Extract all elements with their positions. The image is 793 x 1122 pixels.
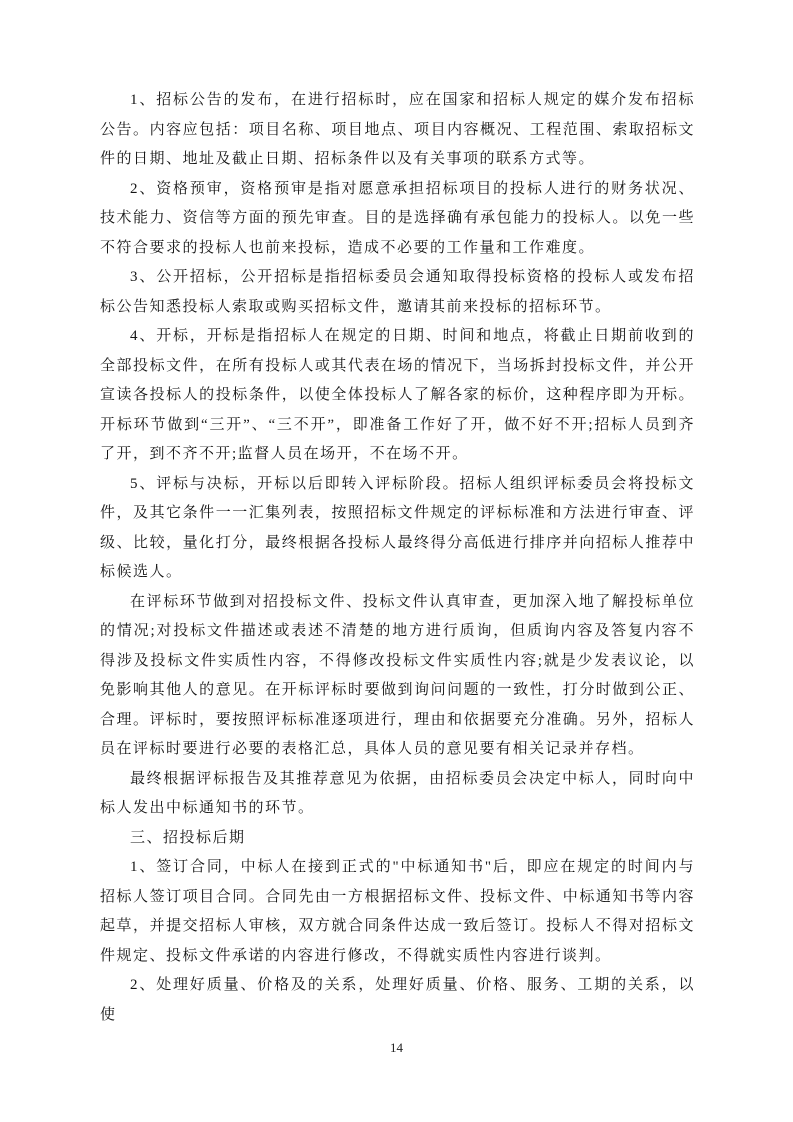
paragraph: 最终根据评标报告及其推荐意见为依据，由招标委员会决定中标人，同时向中标人发出中标通知书的环节。	[100, 770, 695, 816]
paragraph: 三、招投标后期	[130, 829, 246, 846]
paragraph: 2、资格预审，资格预审是指对愿意承担招标项目的投标人进行的财务状况、技术能力、资信等方面的预先审查。目的是选择确有承包能力的投标人。以免一些不符合要求的投标人也前来投标，造成不必要的工作量和工作难度。	[100, 180, 695, 256]
paragraph: 在评标环节做到对招投标文件、投标文件认真审查，更加深入地了解投标单位的情况;对投标文件描述或表述不清楚的地方进行质询，但质询内容及答复内容不得涉及投标文件实质性内容，不得修改投标文件实质性内容;就是少发表议论，以免影响其他人的意见。在开标评标时要做到询问问题的一致性，打分时做到公正、合理。评标时，要按照评标标准逐项进行，理由和依据要充分准确。另外，招标人员在评标时要进行必要的表格汇总，具体人员的意见要有相关记录并存档。	[100, 593, 695, 757]
paragraph: 1、招标公告的发布，在进行招标时，应在国家和招标人规定的媒介发布招标公告。内容应包括：项目名称、项目地点、项目内容概况、工程范围、索取招标文件的日期、地址及截止日期、招标条件以及有关事项的联系方式等。	[100, 92, 695, 167]
paragraph: 1、签订合同，中标人在接到正式的"中标通知书"后，即应在规定的时间内与招标人签订项目合同。合同先由一方根据招标文件、投标文件、中标通知书等内容起草，并提交招标人审核，双方就合同条件达成一致后签订。投标人不得对招标文件规定、投标文件承诺的内容进行修改，不得就实质性内容进行谈判。	[100, 859, 695, 964]
page-number: 14	[390, 1040, 403, 1055]
paragraph: 4、开标，开标是指招标人在规定的日期、时间和地点，将截止日期前收到的全部投标文件，在所有投标人或其代表在场的情况下，当场拆封投标文件，并公开宣读各投标人的投标条件，以使全体投标人了解各家的标价，这种程序即为开标。开标环节做到“三开”、“三不开”，即准备工作好了开，做不好不开;招标人员到齐了开，到不齐不开;监督人员在场开，不在场不开。	[100, 328, 695, 462]
document-body	[100, 86, 695, 1030]
paragraph: 5、评标与决标，开标以后即转入评标阶段。招标人组织评标委员会将投标文件，及其它条件一一汇集列表，按照招标文件规定的评标标准和方法进行审查、评级、比较，量化打分，最终根据各投标人最终得分高低进行排序并向招标人推荐中标候选人。	[100, 475, 695, 580]
paragraph: 3、公开招标，公开招标是指招标委员会通知取得投标资格的投标人或发布招标公告知悉投标人索取或购买招标文件，邀请其前来投标的招标环节。	[100, 269, 695, 315]
paragraph: 2、处理好质量、价格及的关系，处理好质量、价格、服务、工期的关系，以使	[100, 977, 695, 1023]
